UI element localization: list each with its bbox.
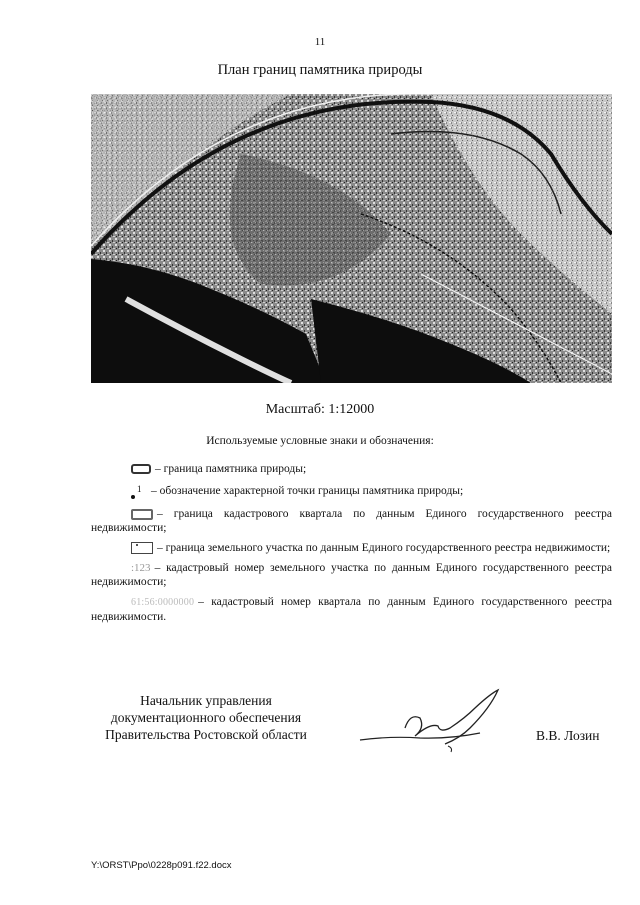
signatory-position: Начальник управления документационного обеспечения Правительства Ростовской области bbox=[105, 693, 307, 742]
legend-item-boundary-point: $^1$ – обозначение характерной точки границы памятника природы; bbox=[91, 482, 612, 501]
legend-heading: Используемые условные знаки и обозначения: bbox=[206, 435, 434, 447]
page-title: План границ памятника природы bbox=[217, 62, 423, 78]
legend bbox=[91, 462, 612, 630]
legend-item-cadastral-quarter-boundary: – граница кадастрового квартала по данным Единого государственного реестра недвижимости; bbox=[91, 507, 612, 534]
map-scale: Масштаб: 1:12000 bbox=[265, 402, 375, 417]
point-marker-icon: 1 bbox=[131, 482, 147, 501]
signatory-name: В.В. Лозин bbox=[536, 728, 600, 743]
thin-rectangle-icon bbox=[131, 542, 153, 554]
legend-item-land-plot-number: :123 – кадастровый номер земельного участка по данным Единого государственного реестра недвижимости; bbox=[91, 561, 612, 589]
legend-item-quarter-number: 61:56:0000000 – кадастровый номер квартала по данным Единого государственного реестра недвижимости. bbox=[91, 596, 612, 624]
plot-number-label: :123 bbox=[131, 562, 151, 575]
handwritten-signature bbox=[350, 688, 510, 758]
boundary-map-image bbox=[91, 94, 612, 383]
file-path: Y:\ORST\Ppo\0228p091.f22.docx bbox=[91, 860, 232, 871]
legend-item-monument-boundary: – граница памятника природы; bbox=[91, 462, 612, 476]
quarter-number-label: 61:56:0000000 bbox=[131, 597, 195, 609]
legend-item-land-plot-boundary: – граница земельного участка по данным Единого государственного реестра недвижимости; bbox=[91, 541, 612, 555]
gray-rectangle-icon bbox=[131, 509, 153, 520]
dark-rectangle-icon bbox=[131, 464, 151, 474]
page-number: 11 bbox=[314, 36, 326, 48]
